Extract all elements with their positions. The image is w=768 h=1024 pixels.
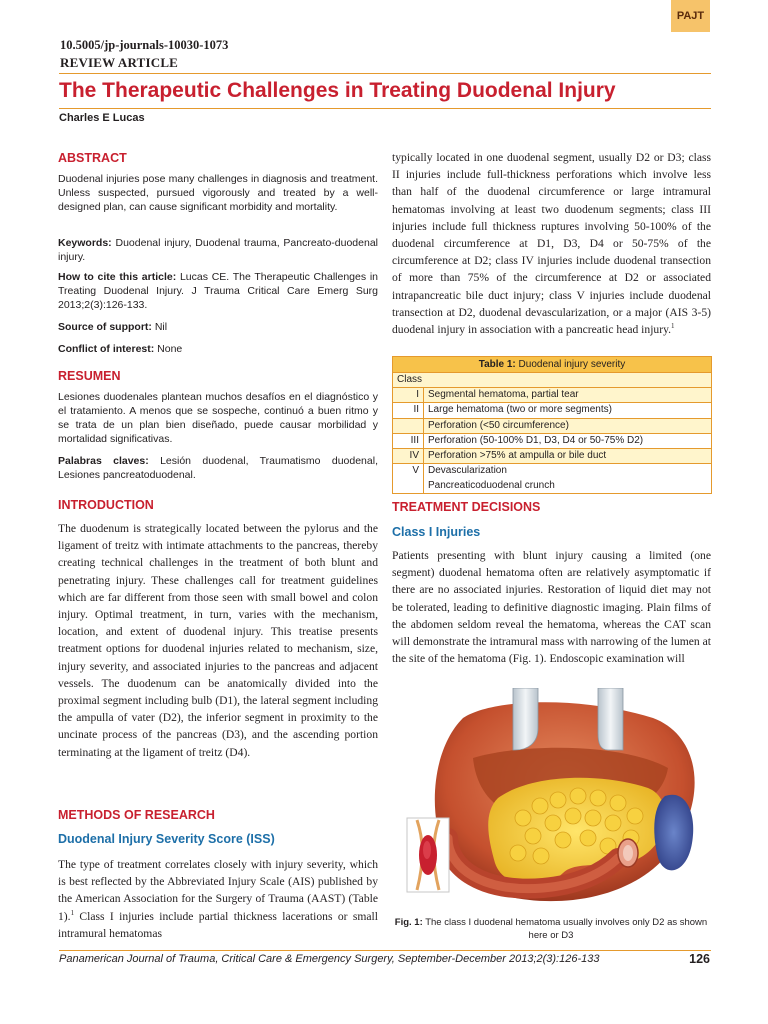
resumen-text: Lesiones duodenales plantean muchos desafíos en el diagnóstico y el tratamiento. A menos que se sospeche, continuó a buen ritmo y se trata de un plan bien diseñado, puede causar morbilidad y mortalidad significativas. [58,391,378,445]
table-cell-class: I [393,388,424,402]
table-row [393,419,711,434]
support-value: Nil [154,321,168,333]
table-cell-class: III [393,434,424,448]
conflict-of-interest [58,342,378,356]
table-cell-description-line: Perforation (<50 circumference) [428,419,569,431]
table-cell-class: II [393,403,424,417]
table-cell-description-line: Pancreaticoduodenal crunch [428,479,555,491]
cite-block [58,270,378,312]
duodenum-illustration [403,688,709,914]
article-type: REVIEW ARTICLE [60,55,179,70]
table-cell-description-line: Segmental hematoma, partial tear [428,389,579,400]
keywords-value: Duodenal injury, Duodenal trauma, Pancreato-duodenal injury. [58,237,378,263]
author: Charles E Lucas [59,112,145,124]
figure-1-caption-text: The class I duodenal hematoma usually involves only D2 as shown here or D3 [425,917,708,941]
methods-text [58,856,378,942]
doi: 10.5005/jp-journals-10030-1073 [60,38,229,52]
iss-subheading: Duodenal Injury Severity Score (ISS) [58,832,275,846]
palabras-label: Palabras claves: [58,455,149,467]
article-title: The Therapeutic Challenges in Treating Duodenal Injury [59,79,616,102]
table-cell-description [424,403,612,417]
table-cell-description [424,388,579,402]
abstract-heading: ABSTRACT [58,151,127,165]
footer-journal: Panamerican Journal of Trauma, Critical Care & Emergency Surgery, September-December 2013;2(3):126-133 [59,953,600,965]
table-cell-description [424,419,569,433]
abstract-text: Duodenal injuries pose many challenges in diagnosis and treatment. Unless suspected, pursued vigorously and treated by a well-designed plan, can cause significant morbidity and mortality. [58,173,378,213]
table-row [393,464,711,493]
treatment-heading: TREATMENT DECISIONS [392,500,541,514]
methods-text-a: The type of treatment correlates closely with injury severity, which is best reflected by the Abbreviated Injury Scale (AIS) published by the American Association for the Surgery of Trauma (AAST) (Table 1). [58,858,378,923]
header-rule [59,73,711,74]
table-caption-label: Table 1: [478,359,516,370]
table-cell-description-line: Large hematoma (two or more segments) [428,404,612,416]
keywords [58,236,378,264]
table-caption-text: Duodenal injury severity [518,359,626,370]
title-rule [59,108,711,109]
table-caption [393,357,711,373]
methods-heading: METHODS OF RESEARCH [58,808,215,822]
introduction-heading: INTRODUCTION [58,498,154,512]
support-label: Source of support: [58,321,152,333]
table-row [393,388,711,403]
abstract-section [58,151,378,165]
table-cell-description-line: Devascularization [428,465,507,477]
palabras-claves [58,454,378,482]
resumen-heading: RESUMEN [58,369,121,383]
table-cell-class [393,419,424,433]
treatment-text: Patients presenting with blunt injury causing a limited (one segment) duodenal hematoma often are relatively asymptomatic if there are no associated injuries. Restoration of liquid diet may not be tolerated, leading to definitive diagnostic imaging. Plain films of the abdomen seldom reveal the hematoma, whereas the CAT scan will demonstrate the intramural mass with narrowing of the lumen at the site of the hematoma (Fig. 1). Endoscopic examination will [392,549,711,666]
table-row [393,434,711,449]
conflict-value: None [157,343,183,355]
table-cell-class: V [393,464,424,493]
source-of-support [58,320,378,334]
figure-1-label: Fig. 1: [394,917,423,928]
table-cell-description-line: Perforation (50-100% D1, D3, D4 or 50-75% D2) [428,434,644,446]
methods-ref: 1 [70,908,75,917]
figure-1-caption [392,916,710,942]
class1-subheading: Class I Injuries [392,525,481,539]
table-header: Class [393,373,711,388]
table-cell-description-line: Perforation >75% at ampulla or bile duct [428,450,607,462]
palabras-value: Lesión duodenal, Traumatismo duodenal, Lesiones pancreatoduodenal. [58,455,378,481]
table-row [393,449,711,464]
cite-label: How to cite this article: [58,271,177,283]
conflict-label: Conflict of interest: [58,343,155,355]
page-number: 126 [689,952,710,966]
footer-rule [59,950,711,951]
cite-value: Lucas CE. The Therapeutic Challenges in Treating Duodenal Injury. J Trauma Critical Care Emerg Surg 2013;2(3):126-133. [58,271,378,311]
table-cell-description [424,449,606,463]
keywords-label: Keywords: [58,237,112,249]
table-row [393,403,711,418]
methods-text-b: Class I injuries include partial thickness lacerations or small intramural hematomas [58,909,378,940]
figure-1 [403,688,709,914]
classification-ref: 1 [671,322,675,331]
table-cell-description [424,464,555,493]
table-1 [392,356,712,494]
table-body [393,388,711,493]
table-cell-class: IV [393,449,424,463]
classification-text [392,149,711,338]
classification-body: typically located in one duodenal segment, usually D2 or D3; class II injuries include full-thickness perforations which involve less than half of the duodenal circumference or large intramural hematomas involving at least two duodenum segments; class III injuries include full thickness ruptures involving 50-100% of the duodenal circumference at D1, D3, D4 or 50-75% of the circumference at D2; class IV injuries include duodenal transection of more than 75% of the circumference at D2 or associated intrapancreatic bile duct injury; class V injuries include duodenal transection at D2, duodenal devascularization, or a major (AIS 3-5) duodenal injury in association with a pancreatic head injury. [392,151,711,337]
introduction-text: The duodenum is strategically located between the pylorus and the ligament of treitz with intimate attachments to the pancreas, thereby creating technical challenges in the treatment of both blunt and penetrating injury. These challenges call for treatment guidelines which are far different from those seen with small bowel and colon injury. Optimal treatment, in turn, varies with the mechanism, location, and extent of duodenal injury. This treatise presents treatment options for duodenal injuries related to mechanism, size, injury severity, and associated injuries to the pancreas and adjacent vessels. The duodenum can be anatomically divided into the proximal segment including bulb (D1), the lateral segment including the ampulla of vater (D2), the inferior segment in proximity to the uncinate process of the pancreas (D3), and the ascending portion terminating at the ligament of treitz (D4). [58,522,378,759]
journal-tab: PAJT [671,0,710,32]
table-cell-description [424,434,643,448]
